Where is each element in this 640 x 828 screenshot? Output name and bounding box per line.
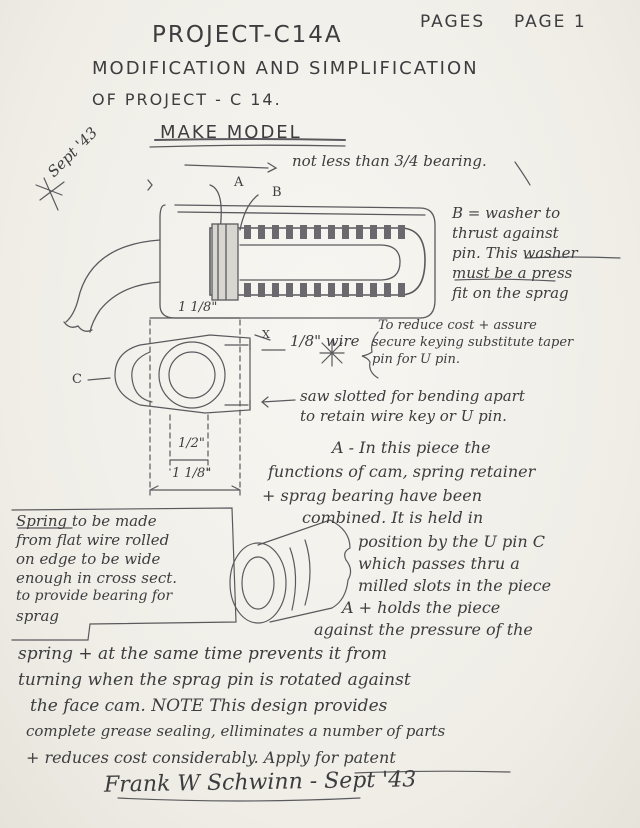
document-title-line-1: MODIFICATION AND SIMPLIFICATION xyxy=(92,58,479,79)
note-keying: To reduce cost + assure secure keying substitute taper pin for U pin. xyxy=(372,318,574,367)
wire-note: 1/8" wire xyxy=(290,332,360,350)
label-b: B xyxy=(272,185,282,200)
dimension-half: 1/2" xyxy=(178,436,205,451)
dimension-top: 1 1/8" xyxy=(178,300,218,315)
margin-date: Sept '43 xyxy=(44,123,102,181)
project-number: PROJECT-C14A xyxy=(152,22,343,48)
dimension-bottom: 1 1/8" xyxy=(172,466,212,481)
note-continuation: spring + at the same time prevents it from turning when the sprag pin is rotated against the face cam. NOTE This design provides complete grease sealing, elliminates a number of parts + reduces cost considerably. Apply for patent xyxy=(18,644,446,767)
page-number: PAGE 1 xyxy=(514,12,587,32)
label-c: C xyxy=(72,372,82,387)
label-a: A xyxy=(234,175,244,190)
bearing-note: not less than 3/4 bearing. xyxy=(292,152,487,170)
note-spring: Spring to be made from flat wire rolled on edge to be wide enough in cross sect. to provide bearing for sprag xyxy=(16,512,178,625)
make-model-heading: MAKE MODEL xyxy=(160,122,302,143)
note-washer: B = washer to thrust against pin. This washer must be a press fit on the sprag xyxy=(452,204,578,302)
signature: Frank W Schwinn - Sept '43 xyxy=(103,767,417,798)
note-piece-a: A - In this piece the functions of cam, spring retainer + sprag bearing have been combined. It is held in position by the U pin C which passes thru a milled slots in the piece A + holds the piece against the pressure of the xyxy=(262,438,552,639)
note-saw-slot: saw slotted for bending apart to retain wire key or U pin. xyxy=(300,387,525,425)
pages-label: PAGES xyxy=(420,12,486,32)
label-x: X xyxy=(262,328,270,341)
document-title-line-2: OF PROJECT - C 14. xyxy=(92,90,282,109)
